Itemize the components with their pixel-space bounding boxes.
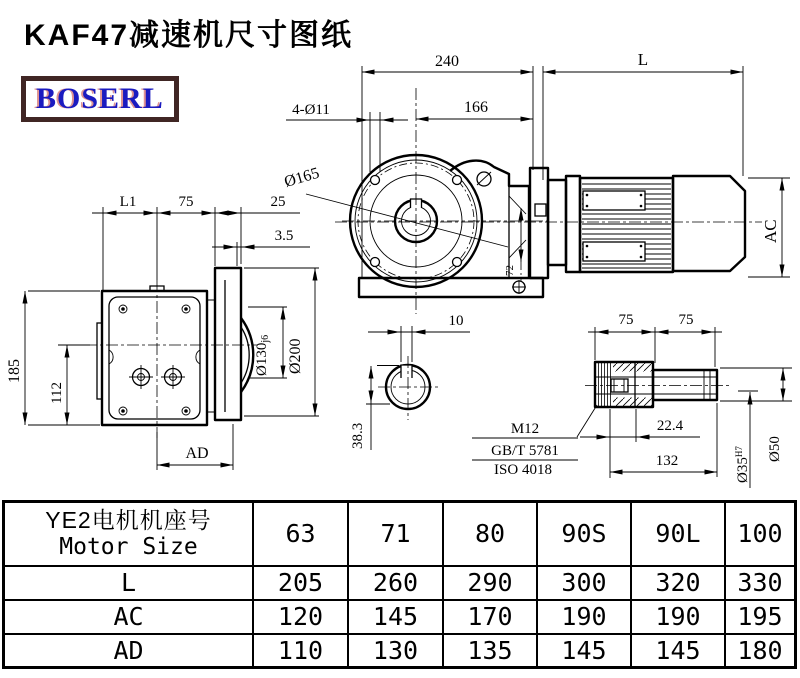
page-title: KAF47减速机尺寸图纸 <box>24 19 354 52</box>
cell: 330 <box>725 566 796 600</box>
row-label: AD <box>4 634 254 668</box>
table-row-L <box>4 566 796 600</box>
cell: 320 <box>631 566 725 600</box>
header-label-en: Motor Size <box>59 534 198 561</box>
cell: 110 <box>253 634 348 668</box>
front-view <box>282 50 790 314</box>
cell: 260 <box>348 566 443 600</box>
table-row-AD <box>4 634 796 668</box>
dim-O200-label: Ø200 <box>287 338 304 374</box>
motor-size-table <box>2 500 797 669</box>
bore-dia: Ø35 <box>735 457 751 483</box>
motor <box>335 168 762 278</box>
dim-112-label: 112 <box>49 382 65 404</box>
cell: 120 <box>253 600 348 634</box>
spigot-tol: j6 <box>260 334 271 343</box>
bore-tol: H7 <box>734 446 744 458</box>
size-col-3: 90S <box>537 502 631 566</box>
table-header-row <box>4 502 796 566</box>
size-col-5: 100 <box>725 502 796 566</box>
dim-75-label: 75 <box>178 194 194 210</box>
fastener-note <box>472 405 597 478</box>
dim-AD-label: AD <box>185 445 209 462</box>
dim-L-label: L <box>637 50 649 69</box>
cell: 190 <box>537 600 631 634</box>
dim-132-label: 132 <box>655 453 679 469</box>
dim-L1-label: L1 <box>119 194 137 210</box>
cell: 130 <box>348 634 443 668</box>
dim-25-label: 25 <box>270 194 286 210</box>
brand-logo-text: BOSERL <box>36 82 164 115</box>
cell: 170 <box>443 600 537 634</box>
row-label: L <box>4 566 254 600</box>
dim-75b-label: 75 <box>678 312 694 328</box>
shaft-key-section <box>350 313 470 450</box>
holes-note-label: 4-Ø11 <box>292 102 330 118</box>
cell: 300 <box>537 566 631 600</box>
cell: 145 <box>537 634 631 668</box>
size-col-2: 80 <box>443 502 537 566</box>
cover-screws <box>119 305 190 415</box>
dim-75a-label: 75 <box>618 312 634 328</box>
gearbox-body-side <box>85 268 258 438</box>
cell: 135 <box>443 634 537 668</box>
dim-240-label: 240 <box>435 53 459 70</box>
dim-38_3-label: 38.3 <box>350 422 366 449</box>
size-col-4: 90L <box>631 502 725 566</box>
hollow-shaft-detail <box>580 312 792 488</box>
cell: 190 <box>631 600 725 634</box>
spigot-dia: Ø130 <box>254 342 270 376</box>
table-row-AC <box>4 600 796 634</box>
cell: 290 <box>443 566 537 600</box>
dim-10-label: 10 <box>448 313 464 329</box>
dim-185-label: 185 <box>6 359 23 383</box>
row-label: AC <box>4 600 254 634</box>
dim-AC-label: AC <box>761 219 780 243</box>
side-view <box>6 194 319 470</box>
cell: 205 <box>253 566 348 600</box>
header-motor-size-cell <box>4 502 254 566</box>
dim-166-label: 166 <box>464 99 488 116</box>
std1-label: GB/T 5781 <box>491 443 559 459</box>
dim-22_4-label: 22.4 <box>656 418 684 434</box>
dim-72-label: 72 <box>504 265 516 276</box>
cell: 195 <box>725 600 796 634</box>
header-label-cn: YE2电机机座号 <box>45 506 212 533</box>
size-col-0: 63 <box>253 502 348 566</box>
cell: 145 <box>348 600 443 634</box>
bolt-circle-label: Ø165 <box>282 164 322 191</box>
dim-3_5-label: 3.5 <box>274 228 294 244</box>
thread-label: M12 <box>510 421 540 437</box>
dim-O50-label: Ø50 <box>767 436 783 462</box>
dim-O35-label <box>734 446 751 483</box>
std2-label: ISO 4018 <box>494 462 552 478</box>
cell: 180 <box>725 634 796 668</box>
cell: 145 <box>631 634 725 668</box>
dim-O130-label <box>254 335 271 376</box>
size-col-1: 71 <box>348 502 443 566</box>
